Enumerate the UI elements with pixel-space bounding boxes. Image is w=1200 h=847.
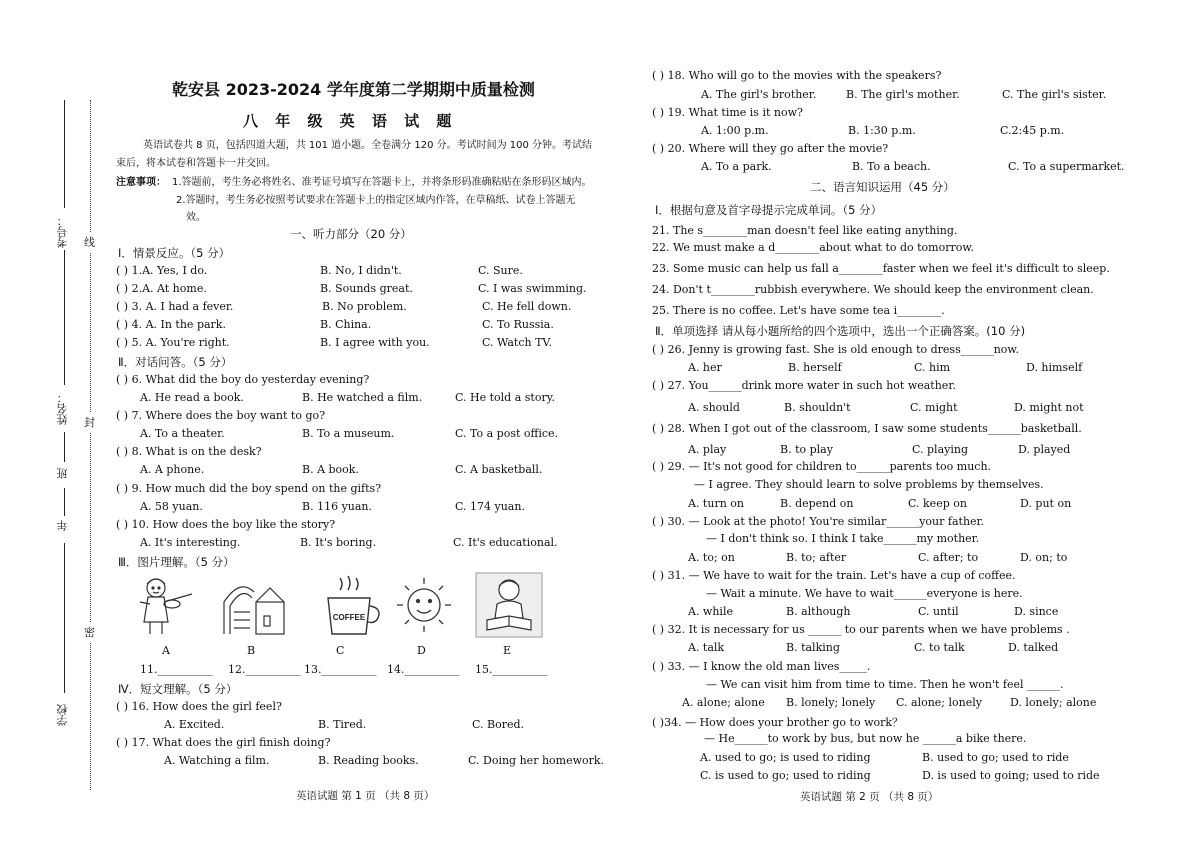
q4-option-b: B. China. <box>320 318 372 331</box>
q33-option-b: B. lonely; lonely <box>786 696 876 709</box>
q19-option-a: A. 1:00 p.m. <box>701 124 769 137</box>
q29-stem-2: — I agree. They should learn to solve problems by themselves. <box>694 478 1044 491</box>
q17-option-a: A. Watching a film. <box>164 754 270 767</box>
q28-option-a: A. play <box>688 443 727 456</box>
exam-title: 乾安县 2023-2024 学年度第二学期期中质量检测 <box>172 80 535 99</box>
q6-option-a: A. He read a book. <box>140 391 244 404</box>
q31-option-b: B. although <box>786 605 851 618</box>
q10-stem: ( ) 10. How does the boy like the story? <box>116 518 336 531</box>
note-1: 1.答题前，考生务必将姓名、准考证号填写在答题卡上，并将条形码准确粘贴在条形码区域内。 <box>172 177 592 188</box>
q9-option-b: B. 116 yuan. <box>302 500 373 513</box>
q20-stem: ( ) 20. Where will they go after the movie? <box>652 142 889 155</box>
q32-option-c: C. to talk <box>914 641 965 654</box>
q27-option-d: D. might not <box>1014 401 1084 414</box>
blank-11[interactable]: 11.__________ <box>140 663 213 676</box>
picture-label-b: B <box>247 644 256 657</box>
q28-option-d: D. played <box>1018 443 1071 456</box>
picture-sun <box>390 572 458 638</box>
q32-stem: ( ) 32. It is necessary for us ______ to our parents when we have problems . <box>652 623 1070 636</box>
section-ii-heading: Ⅱ．单项选择 请从每小题所给的四个选项中，选出一个正确答案。(10 分) <box>655 324 1026 338</box>
q10-option-c: C. It's educational. <box>453 536 558 549</box>
section-4-heading: Ⅳ．短文理解。（5 分） <box>118 682 238 696</box>
q10-option-a: A. It's interesting. <box>140 536 241 549</box>
intro-line-2: 束后，将本试卷和答题卡一并交回。 <box>116 158 276 169</box>
picture-label-a: A <box>162 644 170 657</box>
q27-stem: ( ) 27. You______drink more water in such hot weather. <box>652 379 956 392</box>
q18-option-c: C. The girl's sister. <box>1002 88 1107 101</box>
coffee-label: COFFEE <box>332 613 366 622</box>
question-24: 24. Don't t________rubbish everywhere. We should keep the environment clean. <box>652 283 1094 296</box>
q34-option-c: C. is used to go; used to riding <box>700 769 871 782</box>
q4-option-c: C. To Russia. <box>482 318 554 331</box>
q17-stem: ( ) 17. What does the girl finish doing? <box>116 736 331 749</box>
q7-option-c: C. To a post office. <box>455 427 559 440</box>
q29-stem: ( ) 29. — It's not good for children to______parents too much. <box>652 460 992 473</box>
name-label: 姓名： <box>56 392 69 425</box>
q30-option-b: B. to; after <box>786 551 847 564</box>
q10-option-b: B. It's boring. <box>300 536 377 549</box>
q9-option-a: A. 58 yuan. <box>140 500 203 513</box>
blank-15[interactable]: 15.__________ <box>475 663 548 676</box>
q17-option-c: C. Doing her homework. <box>468 754 605 767</box>
q1-stem-a: ( ) 1.A. Yes, I do. <box>116 264 208 277</box>
q26-option-a: A. her <box>688 361 722 374</box>
q26-stem: ( ) 26. Jenny is growing fast. She is old enough to dress______now. <box>652 343 1020 356</box>
q2-option-b: B. Sounds great. <box>320 282 413 295</box>
q28-option-b: B. to play <box>780 443 833 456</box>
q7-stem: ( ) 7. Where does the boy want to go? <box>116 409 326 422</box>
q18-stem: ( ) 18. Who will go to the movies with the speakers? <box>652 69 942 82</box>
q34-stem-2: — He______to work by bus, but now he ______a bike there. <box>704 732 1027 745</box>
q34-stem: ( )34. — How does your brother go to work？ <box>652 716 904 729</box>
q28-stem: ( ) 28. When I got out of the classroom, I saw some students______basketball. <box>652 422 1082 435</box>
page-2-footer: 英语试题 第 2 页 （共 8 页） <box>800 791 939 803</box>
exam-number-label: 考号： <box>56 215 69 248</box>
note-2b: 效。 <box>186 212 206 223</box>
q26-option-b: B. herself <box>788 361 842 374</box>
school-label: 学校 <box>56 704 69 726</box>
name-line <box>64 250 65 385</box>
q16-option-c: C. Bored. <box>472 718 525 731</box>
q31-stem: ( ) 31. — We have to wait for the train. Let's have a cup of coffee. <box>652 569 1016 582</box>
listening-heading: 一、听力部分（20 分） <box>290 227 412 241</box>
q5-option-b: B. I agree with you. <box>320 336 430 349</box>
seal-char-xian: 线 <box>84 232 95 252</box>
q2-stem-a: ( ) 2.A. At home. <box>116 282 207 295</box>
note-2a: 2.答题时，考生务必按照考试要求在答题卡上的指定区域内作答，在草稿纸、试卷上答题无 <box>176 195 576 206</box>
q5-option-c: C. Watch TV. <box>482 336 552 349</box>
q33-option-c: C. alone; lonely <box>896 696 982 709</box>
seal-char-mi: 密 <box>84 622 95 642</box>
q33-stem: ( ) 33. — I know the old man lives_____. <box>652 660 871 673</box>
q6-stem: ( ) 6. What did the boy do yesterday evening? <box>116 373 370 386</box>
q4-stem-a: ( ) 4. A. In the park. <box>116 318 226 331</box>
class-line <box>64 432 65 462</box>
picture-boy-reading <box>475 572 543 638</box>
picture-stadium <box>220 572 288 638</box>
question-22: 22. We must make a d________about what to do tomorrow. <box>652 241 974 254</box>
q7-option-b: B. To a museum. <box>302 427 395 440</box>
q18-option-b: B. The girl's mother. <box>846 88 960 101</box>
q26-option-d: D. himself <box>1026 361 1083 374</box>
q31-option-c: C. until <box>918 605 959 618</box>
school-line <box>64 543 65 693</box>
class-label: 班 <box>56 468 69 479</box>
note-label: 注意事项： <box>116 177 166 188</box>
picture-label-d: D <box>417 644 426 657</box>
language-heading: 二、语言知识运用（45 分） <box>810 180 955 194</box>
question-21: 21. The s________man doesn't feel like eating anything. <box>652 224 958 237</box>
q31-stem-2: — Wait a minute. We have to wait______everyone is here. <box>706 587 1023 600</box>
q31-option-a: A. while <box>688 605 733 618</box>
q34-option-b: B. used to go; used to ride <box>922 751 1069 764</box>
q19-option-b: B. 1:30 p.m. <box>848 124 916 137</box>
q28-option-c: C. playing <box>912 443 968 456</box>
binding-margin <box>0 0 110 847</box>
q32-option-a: A. talk <box>688 641 725 654</box>
picture-coffee-cup <box>318 572 386 638</box>
q20-option-c: C. To a supermarket. <box>1008 160 1125 173</box>
q8-option-a: A. A phone. <box>140 463 205 476</box>
blank-13[interactable]: 13.__________ <box>304 663 377 676</box>
q27-option-a: A. should <box>688 401 740 414</box>
blank-14[interactable]: 14.__________ <box>387 663 460 676</box>
q7-option-a: A. To a theater. <box>140 427 225 440</box>
exam-number-line <box>64 100 65 208</box>
q32-option-b: B. talking <box>786 641 840 654</box>
q29-option-b: B. depend on <box>780 497 854 510</box>
section-2-heading: Ⅱ．对话问答。（5 分） <box>118 355 233 369</box>
q19-stem: ( ) 19. What time is it now? <box>652 106 803 119</box>
q34-option-d: D. is used to going; used to ride <box>922 769 1100 782</box>
q16-option-a: A. Excited. <box>164 718 225 731</box>
q30-stem: ( ) 30. — Look at the photo! You're similar______your father. <box>652 515 985 528</box>
q32-option-d: D. talked <box>1008 641 1059 654</box>
q9-stem: ( ) 9. How much did the boy spend on the gifts? <box>116 482 382 495</box>
q20-option-a: A. To a park. <box>701 160 772 173</box>
q27-option-c: C. might <box>910 401 958 414</box>
q30-option-c: C. after; to <box>918 551 979 564</box>
grade-label: 年 <box>56 520 69 531</box>
q9-option-c: C. 174 yuan. <box>455 500 525 513</box>
intro-line-1: 英语试卷共 8 页，包括四道大题，共 101 道小题。全卷满分 120 分。考试时间为 100 分钟。考试结 <box>143 140 593 151</box>
q19-option-c: C.2:45 p.m. <box>1000 124 1065 137</box>
grade-line <box>64 488 65 516</box>
q8-option-c: C. A basketball. <box>455 463 543 476</box>
picture-violin-girl <box>130 572 198 638</box>
q29-option-c: C. keep on <box>908 497 967 510</box>
section-1-heading: Ⅰ．情景反应。（5 分） <box>118 246 231 260</box>
q27-option-b: B. shouldn't <box>784 401 851 414</box>
q8-stem: ( ) 8. What is on the desk? <box>116 445 262 458</box>
q20-option-b: B. To a beach. <box>852 160 931 173</box>
q3-option-b: B. No problem. <box>322 300 407 313</box>
question-23: 23. Some music can help us fall a________faster when we feel it's difficult to sleep. <box>652 262 1110 275</box>
q29-option-a: A. turn on <box>688 497 744 510</box>
q8-option-b: B. A book. <box>302 463 359 476</box>
q34-option-a: A. used to go; is used to riding <box>700 751 871 764</box>
q26-option-c: C. him <box>914 361 951 374</box>
q17-option-b: B. Reading books. <box>318 754 419 767</box>
q5-stem-a: ( ) 5. A. You're right. <box>116 336 230 349</box>
page-1-footer: 英语试题 第 1 页 （共 8 页） <box>296 790 435 802</box>
section-3-heading: Ⅲ．图片理解。（5 分） <box>118 555 235 569</box>
q16-option-b: B. Tired. <box>318 718 367 731</box>
q1-option-b: B. No, I didn't. <box>320 264 402 277</box>
q2-option-c: C. I was swimming. <box>478 282 587 295</box>
seal-line <box>90 100 91 790</box>
q16-stem: ( ) 16. How does the girl feel? <box>116 700 282 713</box>
q30-option-a: A. to; on <box>688 551 735 564</box>
section-i-heading: Ⅰ．根据句意及首字母提示完成单词。（5 分） <box>655 203 883 217</box>
q33-option-d: D. lonely; alone <box>1010 696 1097 709</box>
q33-stem-2: — We can visit him from time to time. Then he won't feel ______. <box>706 678 1064 691</box>
blank-12[interactable]: 12.__________ <box>228 663 301 676</box>
question-25: 25. There is no coffee. Let's have some tea i________. <box>652 304 945 317</box>
q1-option-c: C. Sure. <box>478 264 523 277</box>
seal-char-feng: 封 <box>84 412 95 432</box>
q6-option-b: B. He watched a film. <box>302 391 423 404</box>
q33-option-a: A. alone; alone <box>682 696 765 709</box>
exam-subtitle: 八 年 级 英 语 试 题 <box>243 112 458 130</box>
q30-option-d: D. on; to <box>1020 551 1068 564</box>
q31-option-d: D. since <box>1014 605 1059 618</box>
picture-label-e: E <box>503 644 512 657</box>
q6-option-c: C. He told a story. <box>455 391 555 404</box>
q3-stem-a: ( ) 3. A. I had a fever. <box>116 300 234 313</box>
q30-stem-2: — I don't think so. I think I take______my mother. <box>706 532 980 545</box>
q3-option-c: C. He fell down. <box>482 300 572 313</box>
q18-option-a: A. The girl's brother. <box>701 88 817 101</box>
q29-option-d: D. put on <box>1020 497 1072 510</box>
picture-label-c: C <box>336 644 345 657</box>
